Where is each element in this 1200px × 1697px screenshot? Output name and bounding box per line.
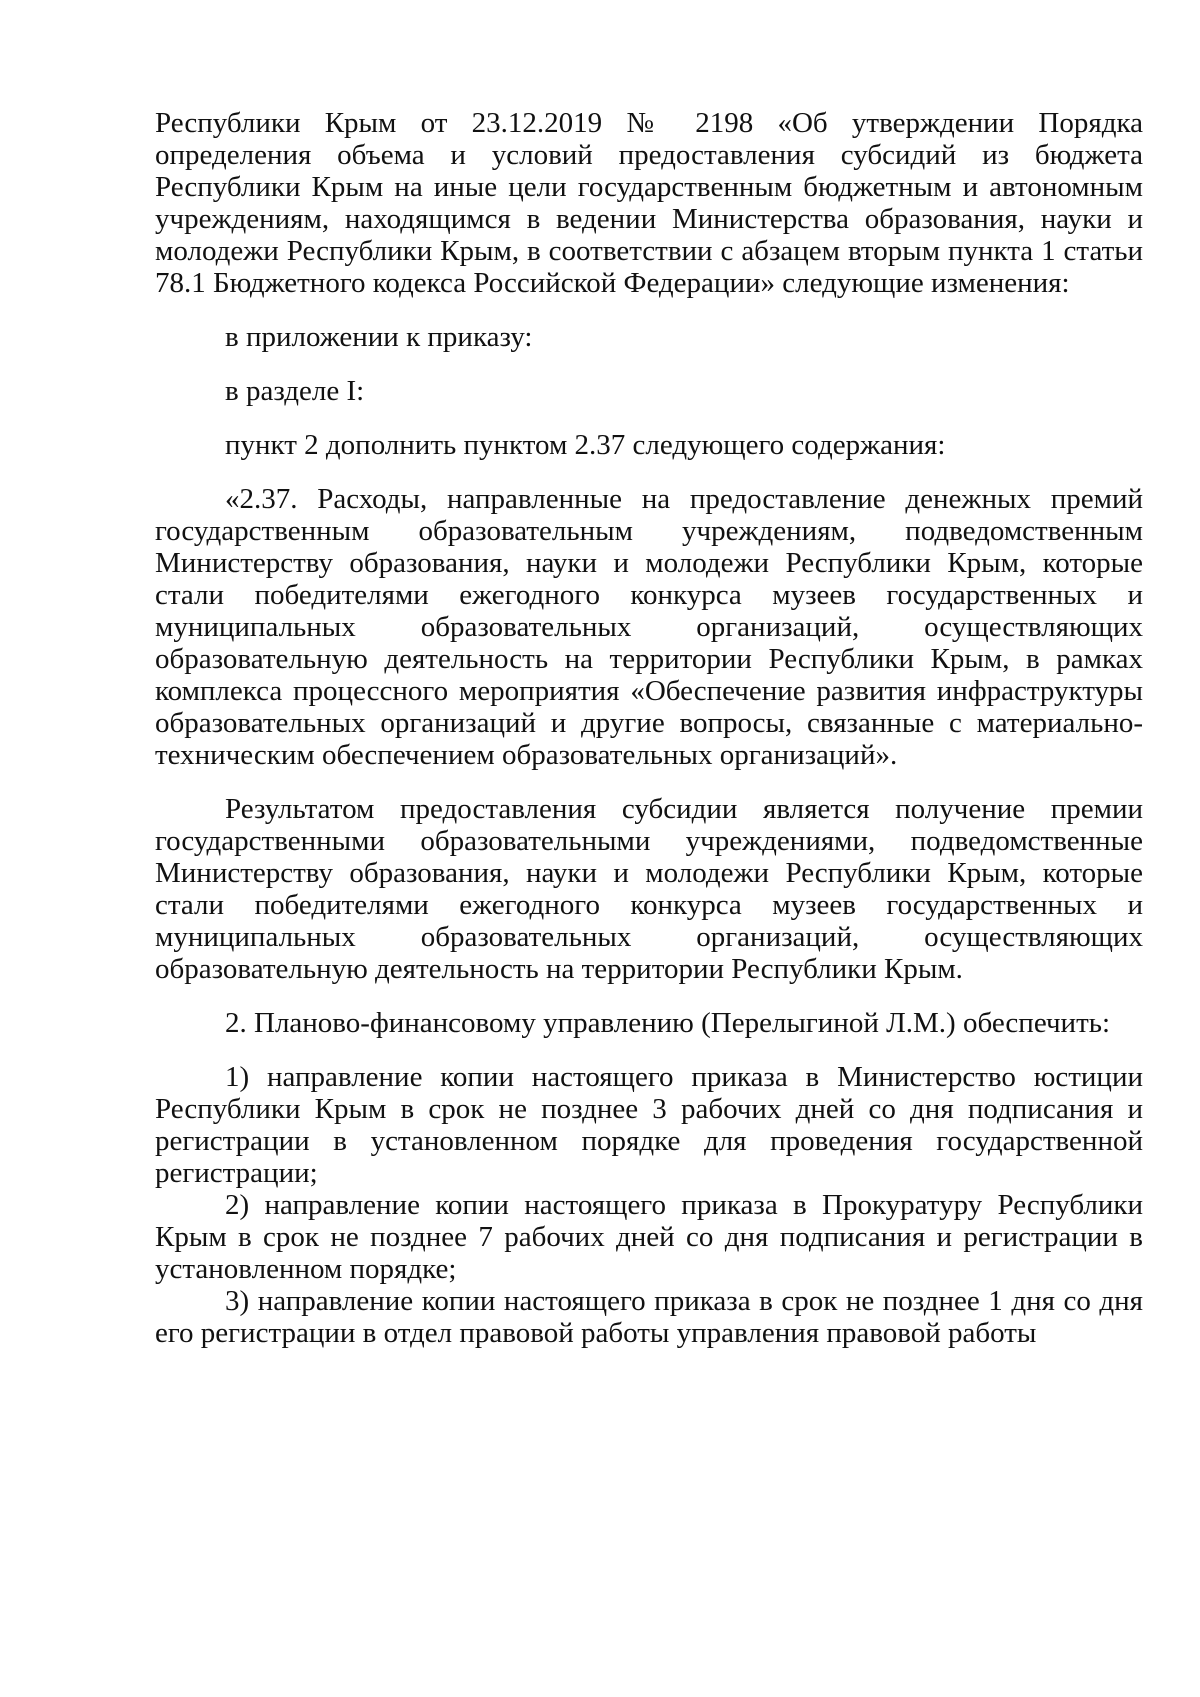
paragraph-prosecutor-office: 2) направление копии настоящего приказа в Прокуратуру Республики Крым в срок не позднее 7 рабочих дней со дня подписания и регистрации в установленном порядке; — [155, 1189, 1143, 1285]
paragraph-item-2-37: «2.37. Расходы, направленные на предоставление денежных премий государственным образовательным учреждениям, подведомственным Министерству образования, науки и молодежи Республики Крым, которые стали победителями ежегодного конкурса музеев государственных и муниципальных образовательных организаций, осуществляющих образовательную деятельность на территории Республики Крым, в рамках комплекса процессного мероприятия «Обеспечение развития инфраструктуры образовательных организаций и другие вопросы, связанные с материально-техническим обеспечением образовательных организаций». — [155, 483, 1143, 771]
paragraph-finance-department: 2. Планово-финансовому управлению (Перелыгиной Л.М.) обеспечить: — [225, 1007, 1111, 1039]
paragraph-amendment-intro: Республики Крым от 23.12.2019 № 2198 «Об утверждении Порядка определения объема и условий предоставления субсидий из бюджета Республики Крым на иные цели государственным бюджетным и автономным учреждениям, находящимся в ведении Министерства образования, науки и молодежи Республики Крым, в соответствии с абзацем вторым пункта 1 статьи 78.1 Бюджетного кодекса Российской Федерации» следующие изменения: — [155, 107, 1143, 299]
paragraph-legal-department: 3) направление копии настоящего приказа в срок не позднее 1 дня со дня его регистрации в отдел правовой работы управления правовой работы — [155, 1285, 1143, 1349]
paragraph-appendix: в приложении к приказу: — [225, 321, 533, 353]
paragraph-section: в разделе I: — [225, 375, 365, 407]
document-body — [155, 107, 1143, 1349]
paragraph-ministry-justice: 1) направление копии настоящего приказа в Министерство юстиции Республики Крым в срок не позднее 3 рабочих дней со дня подписания и регистрации в установленном порядке для проведения государственной регистрации; — [155, 1061, 1143, 1189]
paragraph-subsidy-result: Результатом предоставления субсидии является получение премии государственными образовательными учреждениями, подведомственные Министерству образования, науки и молодежи Республики Крым, которые стали победителями ежегодного конкурса музеев государственных и муниципальных образовательных организаций, осуществляющих образовательную деятельность на территории Республики Крым. — [155, 793, 1143, 985]
paragraph-point-addition: пункт 2 дополнить пунктом 2.37 следующего содержания: — [225, 429, 946, 461]
